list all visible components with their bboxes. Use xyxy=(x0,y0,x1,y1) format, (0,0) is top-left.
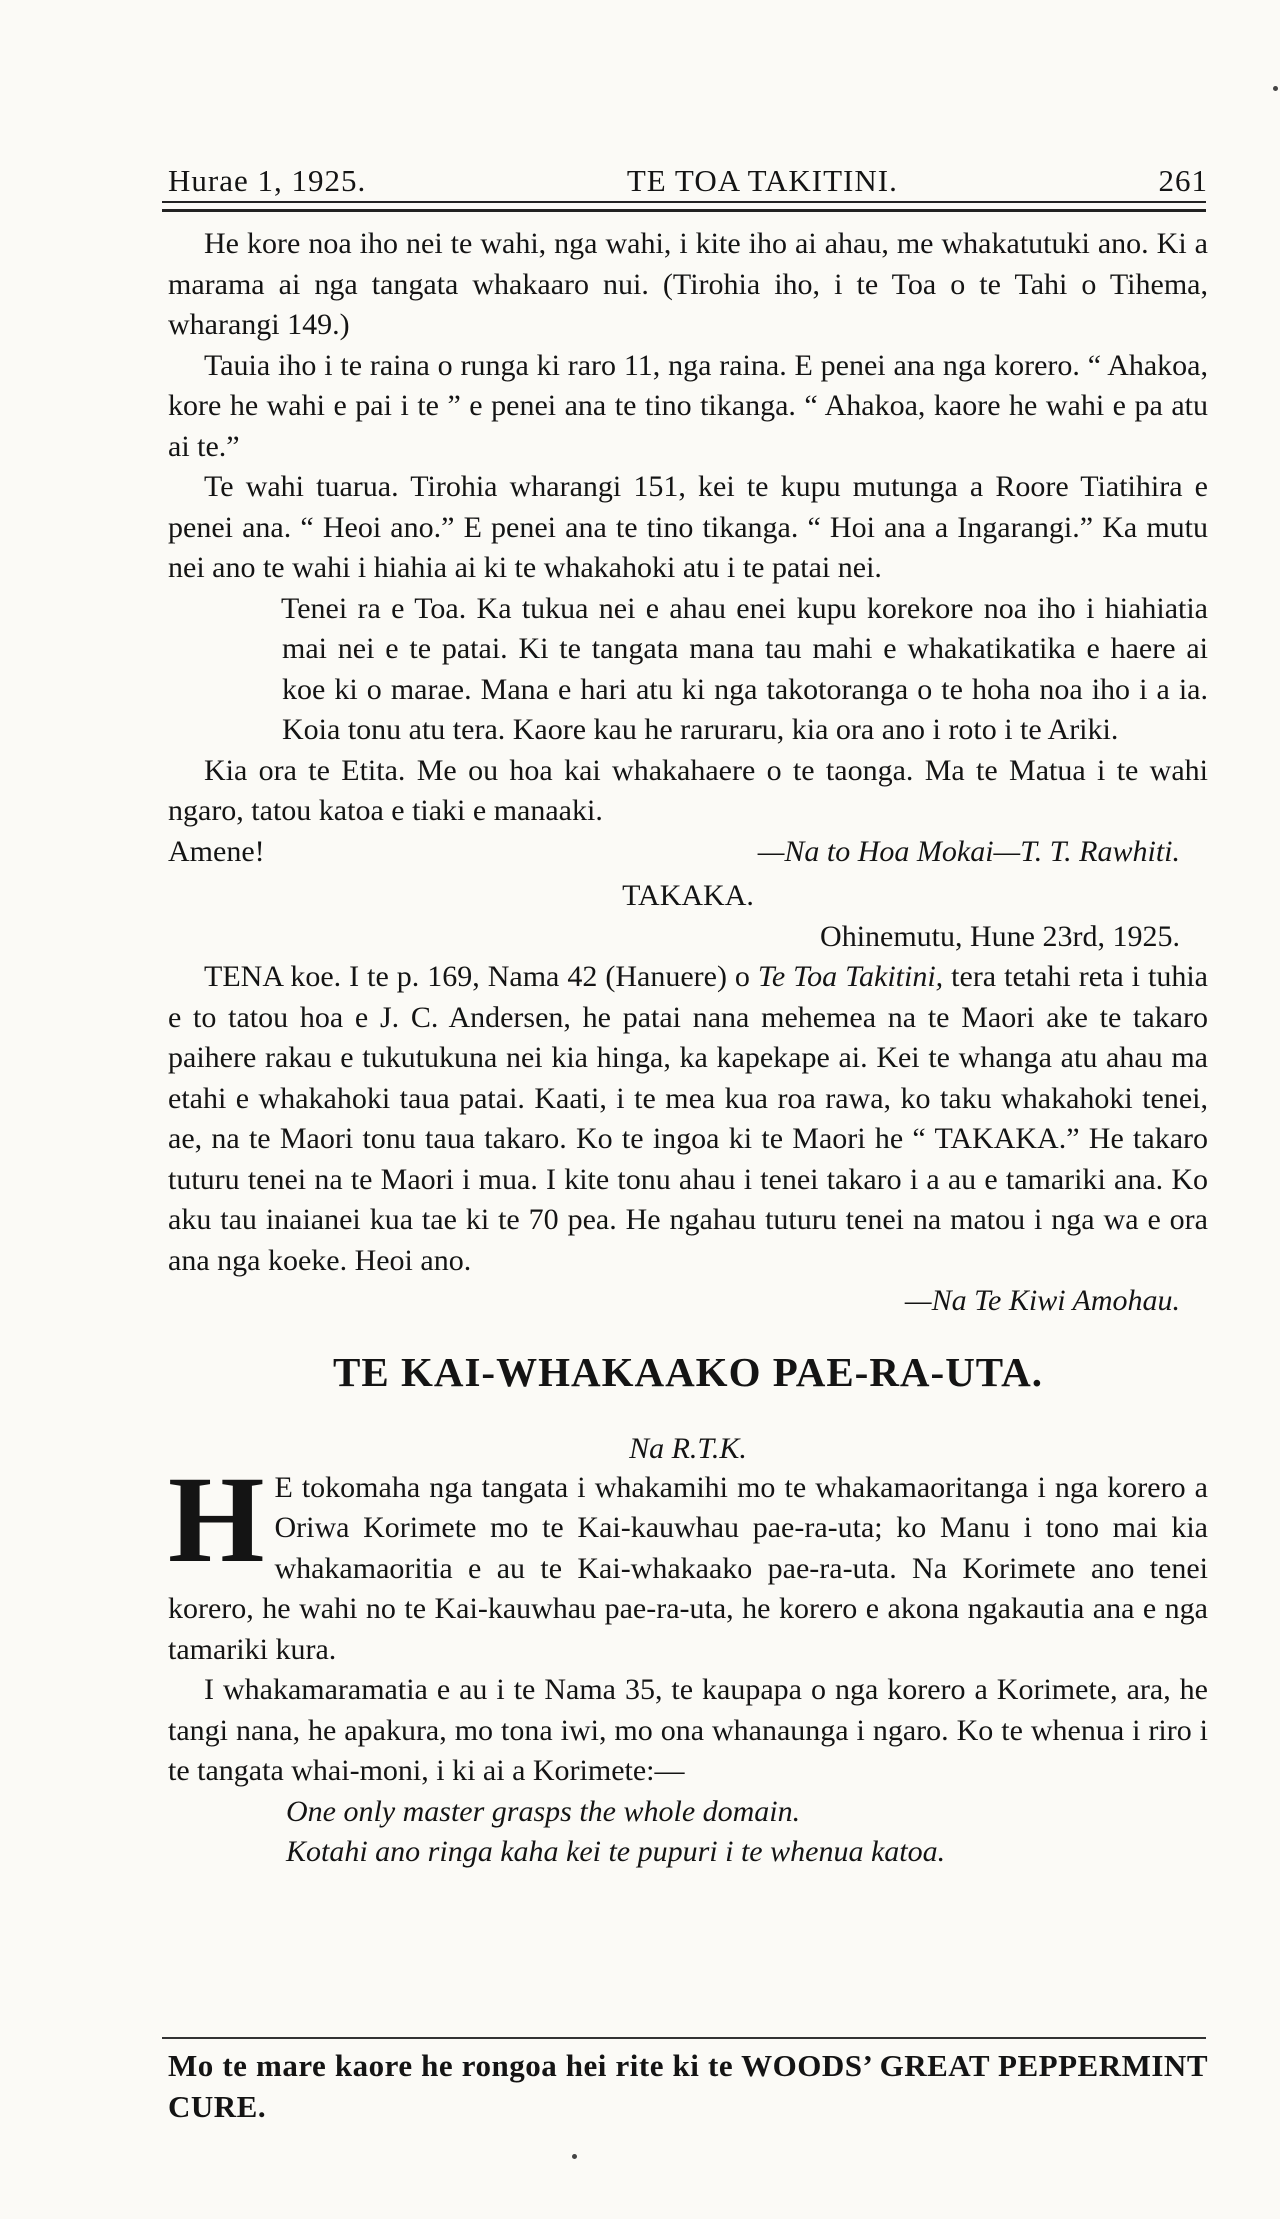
article-lead xyxy=(168,1450,1208,1671)
page-speck xyxy=(1273,86,1278,91)
article-byline: Na R.T.K. xyxy=(629,1431,747,1465)
paragraph: Tenei ra e Toa. Ka tukua nei e ahau enei kupu korekore noa iho i hiahiatia mai nei e te patai. Ki te tangata mana tau mahi e whakatikatika e haere ai koe ki o marae. Mana e hari atu ki nga takotoranga o te hoha noa iho i a ia. Koia tonu atu tera. Kaore kau he raruraru, kia ora ano i roto i te Ariki. xyxy=(281,591,1208,746)
page-speck xyxy=(572,2154,577,2159)
header-page-number: 261 xyxy=(1158,163,1208,198)
header-rule-thick xyxy=(162,209,1206,212)
verse-line: Kotahi ano ringa kaha kei te pupuri i te whenua katoa. xyxy=(286,1835,946,1869)
footer-rule xyxy=(162,2037,1206,2039)
section-heading: TAKAKA. xyxy=(622,879,754,912)
paragraph-text: tera tetahi reta i tuhia e to tatou hoa e J. C. Andersen, he patai nana mehemea na te Maori ake te takaro paihere rakau e tukutukuna nei kia hinga, ka kapekape ai. Kei te whanga atu ahau ma etahi e whakahoki taua patai. Kaati, i te mea kua roa rawa, ko taku whakahoki tenei, ae, na te Maori tonu taua takaro. Ko te ingoa ki te Maori he “ TAKAKA.” He takaro tuturu tenei na te Maori i mua. I kite tonu ahau i tenei takaro i a au e tamariki ana. Ko aku tau inaianei kua tae ki te 70 pea. He ngahau tuturu tenei na matou i nga wa e ora ana nga koeke. Heoi ano. xyxy=(168,960,1208,1277)
header-rule-thin xyxy=(162,201,1206,203)
footer-advert xyxy=(168,2045,1208,2127)
article-title: TE KAI-WHAKAAKO PAE-RA-UTA. xyxy=(333,1348,1043,1395)
running-header xyxy=(168,157,1208,199)
paragraph: E tokomaha nga tangata i whakamihi mo te whakamaoritanga i nga korero a Oriwa Korimete mo te Kai-kauwhau pae-ra-uta; ko Manu i tono mai kia whakamaoritia e au te Kai-whakaako pae-ra-uta. Na Korimete ano tenei korero, he wahi no te Kai-kauwhau pae-ra-uta, he korero e akona ngakautia ana e nga tamariki kura. xyxy=(168,1470,1208,1666)
signature: —Na to Hoa Mokai—T. T. Rawhiti. xyxy=(757,834,1180,868)
header-date: Hurae 1, 1925. xyxy=(168,163,367,198)
header-journal-title: TE TOA TAKITINI. xyxy=(626,163,898,198)
takaka-letter xyxy=(168,876,1208,1322)
paragraph-text: TENA koe. I te p. 169, Nama 42 (Hanuere) o xyxy=(204,960,758,993)
article xyxy=(168,1348,1208,1873)
drop-cap: H xyxy=(168,1450,265,1588)
closing-word: Amene! xyxy=(168,834,265,868)
page-body xyxy=(168,224,1208,1873)
paragraph: Te wahi tuarua. Tirohia wharangi 151, kei te kupu mutunga a Roore Tiatihira e penei ana. “ Heoi ano.” E penei ana te tino tikanga. “ Hoi ana a Ingarangi.” Ka mutu nei ano te wahi i hiahia ai ki te whakahoki atu i te patai nei. xyxy=(168,470,1208,584)
paragraph xyxy=(168,957,1208,1281)
paragraph: He kore noa iho nei te wahi, nga wahi, i kite iho ai ahau, me whakatutuki ano. Ki a marama ai nga tangata whakaaro nui. (Tirohia iho, i te Toa o te Tahi o Tihema, wharangi 149.) xyxy=(168,227,1208,341)
paragraph: Tauia iho i te raina o runga ki raro 11, nga raina. E penei ana nga korero. “ Ahakoa, kore he wahi e pai i te ” e penei ana te tino tikanga. “ Ahakoa, kaore he wahi e pa atu ai te.” xyxy=(168,348,1208,463)
dateline: Ohinemutu, Hune 23rd, 1925. xyxy=(820,919,1180,953)
advert-text: Mo te mare kaore he rongoa hei rite ki te WOODS’ GREAT PEPPERMINT CURE. xyxy=(168,2048,1208,2124)
signature-row xyxy=(168,832,1208,873)
paragraph: I whakamaramatia e au i te Nama 35, te kaupapa o nga korero a Korimete, ara, he tangi nana, he apakura, mo tona iwi, mo ona whanaunga i ngaro. Ko te whenua i riro i te tangata whai-moni, i ki ai a Korimete:— xyxy=(168,1673,1208,1788)
signature: —Na Te Kiwi Amohau. xyxy=(904,1284,1180,1317)
verse-line: One only master grasps the whole domain. xyxy=(286,1794,801,1828)
paragraph: Kia ora te Etita. Me ou hoa kai whakahaere o te taonga. Ma te Matua i te wahi ngaro, tatou katoa e tiaki e manaaki. xyxy=(168,753,1208,827)
letter-continuation xyxy=(168,224,1208,872)
journal-title-ref: Te Toa Takitini, xyxy=(757,960,944,993)
